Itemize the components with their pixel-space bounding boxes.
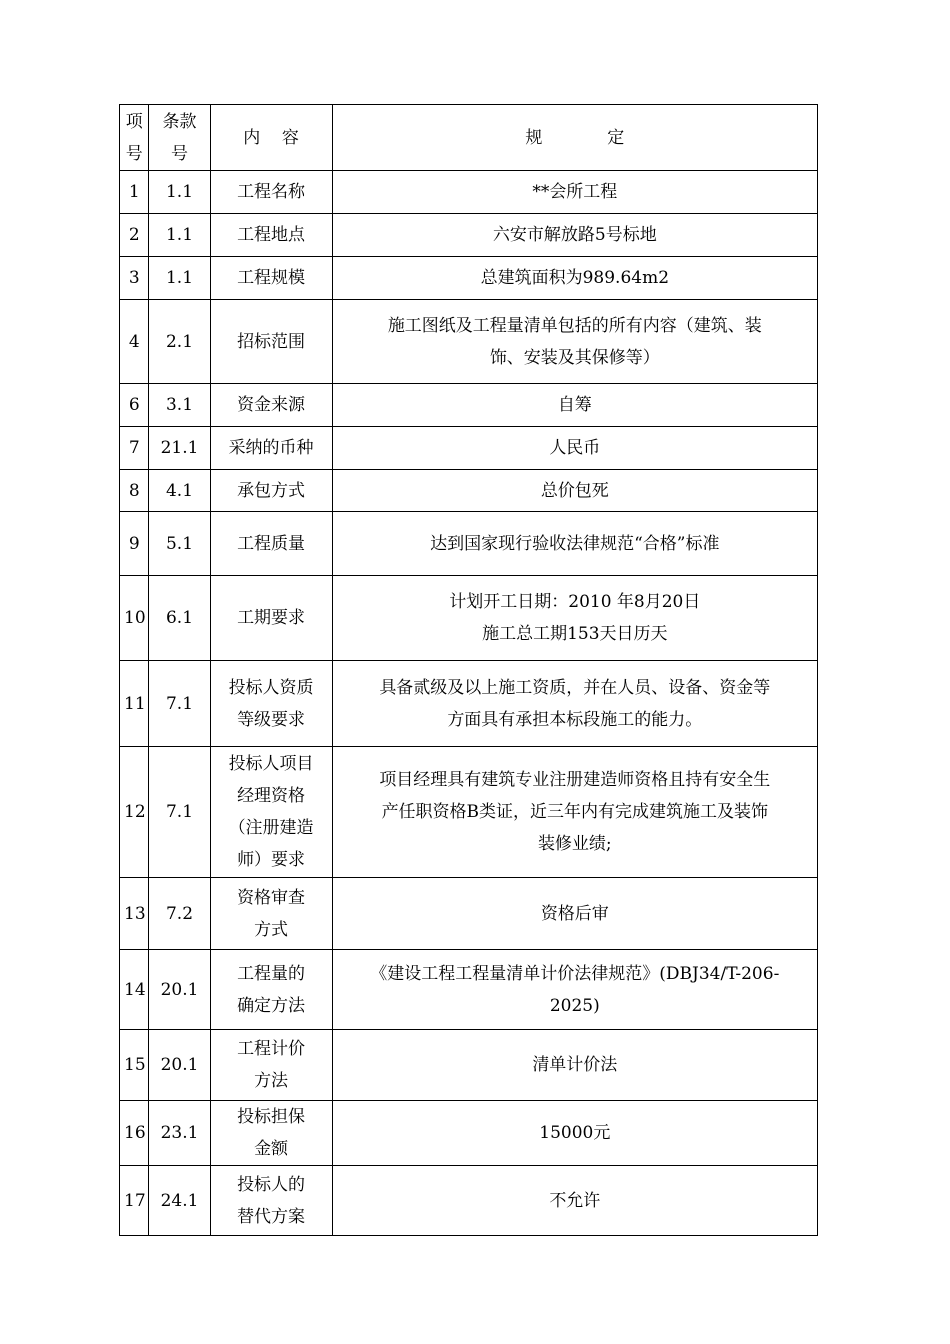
row-clause: 7.1 (149, 747, 210, 878)
table-header-row (120, 105, 818, 171)
row-no: 6 (120, 384, 149, 427)
table-row (120, 661, 818, 747)
row-no: 17 (120, 1166, 149, 1236)
row-clause: 23.1 (149, 1101, 210, 1166)
row-clause: 4.1 (149, 470, 210, 512)
row-no: 8 (120, 470, 149, 512)
row-clause: 24.1 (149, 1166, 210, 1236)
table-row (120, 1101, 818, 1166)
table-row (120, 427, 818, 470)
row-clause: 1.1 (149, 214, 210, 257)
row-rule: 计划开工日期：2010 年8月20日 施工总工期153天日历天 (332, 576, 817, 661)
row-content: 投标人的 替代方案 (210, 1166, 332, 1236)
row-clause: 20.1 (149, 1030, 210, 1101)
row-no: 1 (120, 171, 149, 214)
table-row (120, 747, 818, 878)
row-clause: 1.1 (149, 171, 210, 214)
row-content: 投标人资质 等级要求 (210, 661, 332, 747)
table-row (120, 171, 818, 214)
row-no: 16 (120, 1101, 149, 1166)
row-no: 7 (120, 427, 149, 470)
row-rule: **会所工程 (332, 171, 817, 214)
row-rule: 达到国家现行验收法律规范“合格”标准 (332, 512, 817, 576)
row-clause: 7.1 (149, 661, 210, 747)
table-row (120, 257, 818, 300)
row-clause: 20.1 (149, 950, 210, 1030)
header-clause-no: 条款 号 (149, 105, 210, 171)
row-content: 工程质量 (210, 512, 332, 576)
row-content: 工程名称 (210, 171, 332, 214)
row-clause: 3.1 (149, 384, 210, 427)
row-no: 14 (120, 950, 149, 1030)
row-rule: 自筹 (332, 384, 817, 427)
table-row (120, 576, 818, 661)
table-row (120, 1030, 818, 1101)
row-content: 采纳的币种 (210, 427, 332, 470)
row-rule: 项目经理具有建筑专业注册建造师资格且持有安全生 产任职资格B类证，近三年内有完成建筑施工及装饰 装修业绩; (332, 747, 817, 878)
row-no: 10 (120, 576, 149, 661)
table-row (120, 214, 818, 257)
row-content: 承包方式 (210, 470, 332, 512)
table-row (120, 512, 818, 576)
row-content: 工程规模 (210, 257, 332, 300)
table-row (120, 470, 818, 512)
row-content: 工程地点 (210, 214, 332, 257)
header-content: 内 容 (210, 105, 332, 171)
row-content: 资格审查 方式 (210, 878, 332, 950)
table-row (120, 1166, 818, 1236)
row-clause: 1.1 (149, 257, 210, 300)
row-no: 2 (120, 214, 149, 257)
row-rule: 不允许 (332, 1166, 817, 1236)
row-no: 15 (120, 1030, 149, 1101)
row-content: 资金来源 (210, 384, 332, 427)
table-row (120, 878, 818, 950)
row-rule: 人民币 (332, 427, 817, 470)
row-rule: 总价包死 (332, 470, 817, 512)
row-no: 12 (120, 747, 149, 878)
row-rule: 清单计价法 (332, 1030, 817, 1101)
row-rule: 总建筑面积为989.64m2 (332, 257, 817, 300)
row-rule: 《建设工程工程量清单计价法律规范》(DBJ34/T-206- 2025) (332, 950, 817, 1030)
row-no: 13 (120, 878, 149, 950)
row-rule: 资格后审 (332, 878, 817, 950)
row-no: 9 (120, 512, 149, 576)
row-clause: 5.1 (149, 512, 210, 576)
row-no: 3 (120, 257, 149, 300)
row-no: 4 (120, 300, 149, 384)
row-content: 工程计价 方法 (210, 1030, 332, 1101)
table-row (120, 300, 818, 384)
row-rule: 施工图纸及工程量清单包括的所有内容（建筑、装 饰、安装及其保修等） (332, 300, 817, 384)
row-content: 工期要求 (210, 576, 332, 661)
table-row (120, 950, 818, 1030)
row-rule: 15000元 (332, 1101, 817, 1166)
row-no: 11 (120, 661, 149, 747)
row-clause: 6.1 (149, 576, 210, 661)
header-item-no: 项 号 (120, 105, 149, 171)
row-content: 投标人项目 经理资格 （注册建造 师）要求 (210, 747, 332, 878)
row-content: 工程量的 确定方法 (210, 950, 332, 1030)
row-rule: 六安市解放路5号标地 (332, 214, 817, 257)
row-clause: 7.2 (149, 878, 210, 950)
row-clause: 2.1 (149, 300, 210, 384)
row-rule: 具备贰级及以上施工资质，并在人员、设备、资金等 方面具有承担本标段施工的能力。 (332, 661, 817, 747)
bid-data-table (119, 104, 818, 1236)
table-row (120, 384, 818, 427)
row-content: 招标范围 (210, 300, 332, 384)
header-rule: 规 定 (332, 105, 817, 171)
row-content: 投标担保 金额 (210, 1101, 332, 1166)
row-clause: 21.1 (149, 427, 210, 470)
